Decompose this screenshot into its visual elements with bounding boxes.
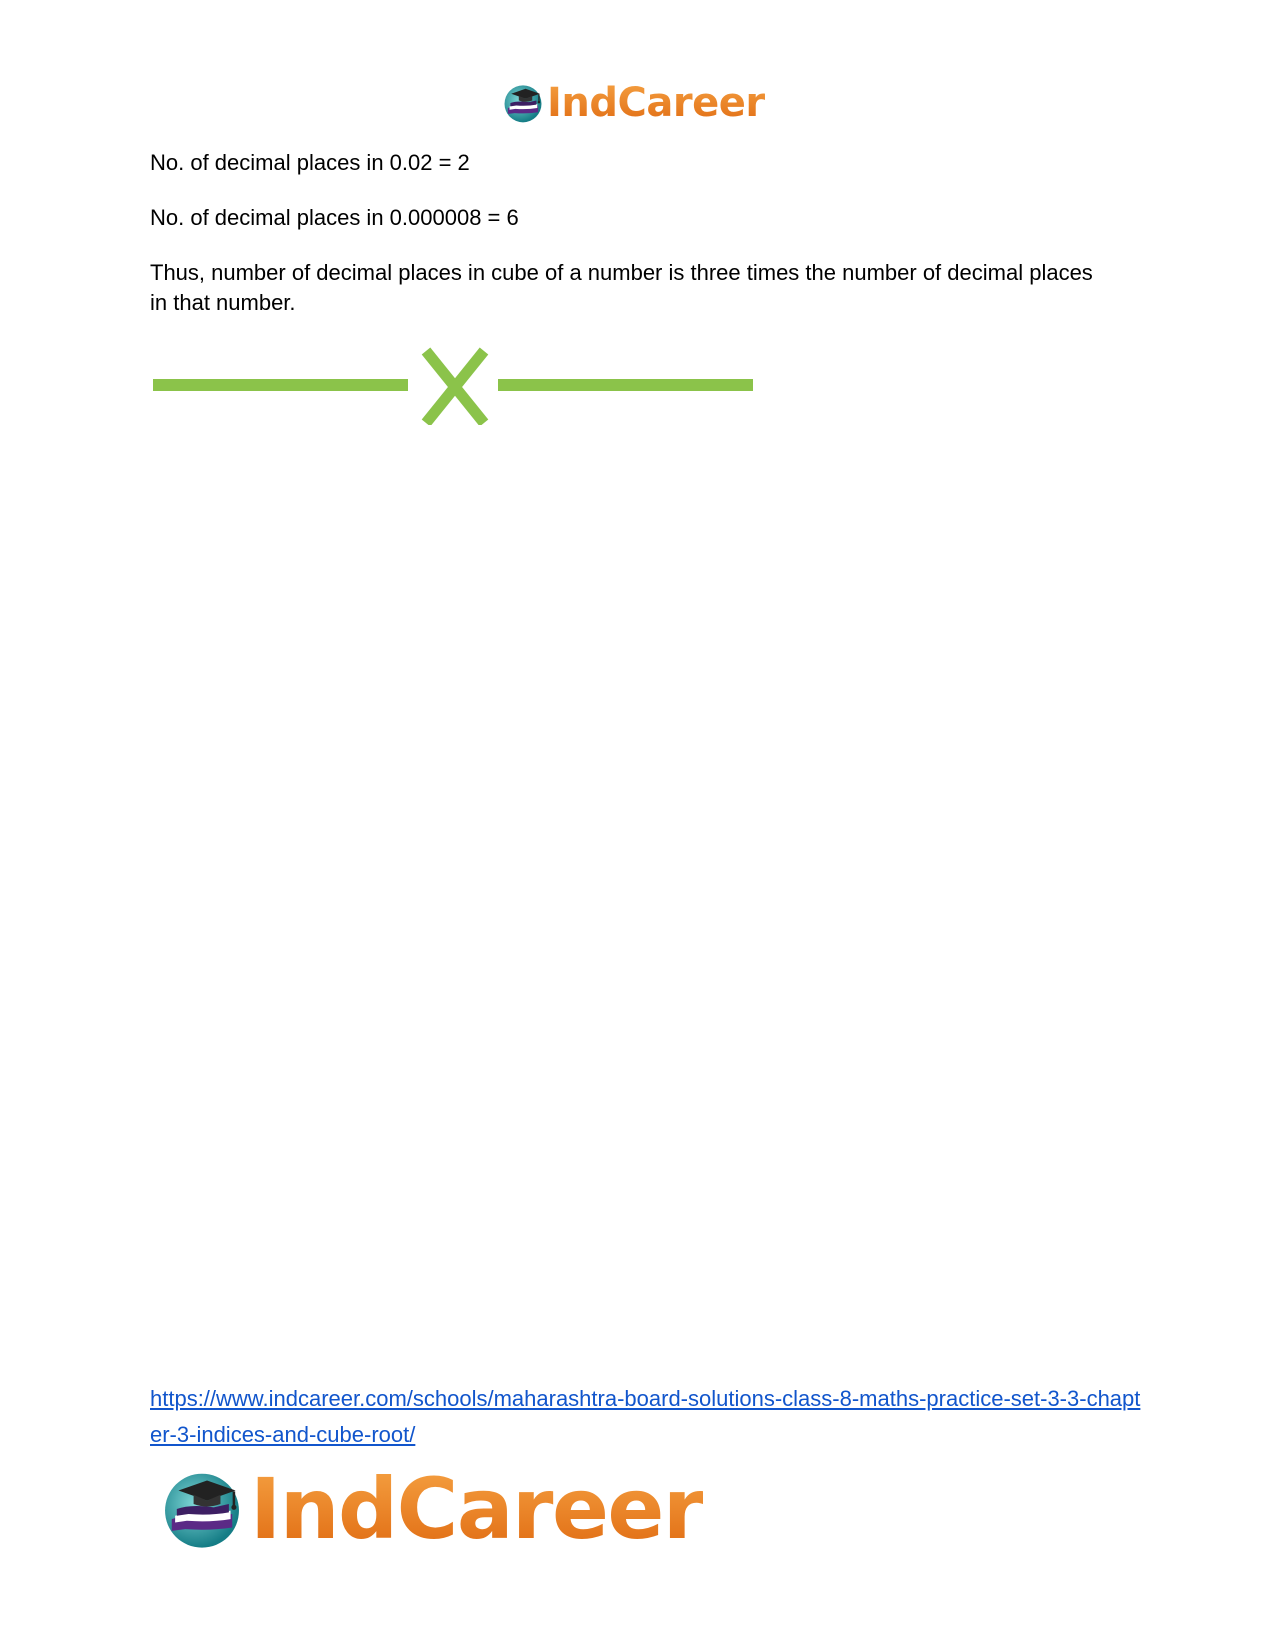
paragraph-conclusion: Thus, number of decimal places in cube of a number is three times the number of decimal places in that number. [150,260,1093,315]
source-url-link[interactable]: https://www.indcareer.com/schools/maharashtra-board-solutions-class-8-maths-practice-set-3-3-chapter-3-indices-and-cube-root/ [150,1386,1141,1447]
graduation-cap-books-globe-icon [160,1467,244,1551]
graduation-cap-books-globe-icon [502,82,544,124]
header-logo-text: IndCareer [547,80,765,126]
paragraph-decimal-places-0-000008: No. of decimal places in 0.000008 = 6 [150,205,519,230]
header-logo [502,80,765,126]
footer-logo-text: IndCareer [250,1460,703,1558]
paragraph-decimal-places-0-02: No. of decimal places in 0.02 = 2 [150,150,470,175]
x-divider-icon [150,345,755,425]
footer-logo [160,1460,703,1558]
